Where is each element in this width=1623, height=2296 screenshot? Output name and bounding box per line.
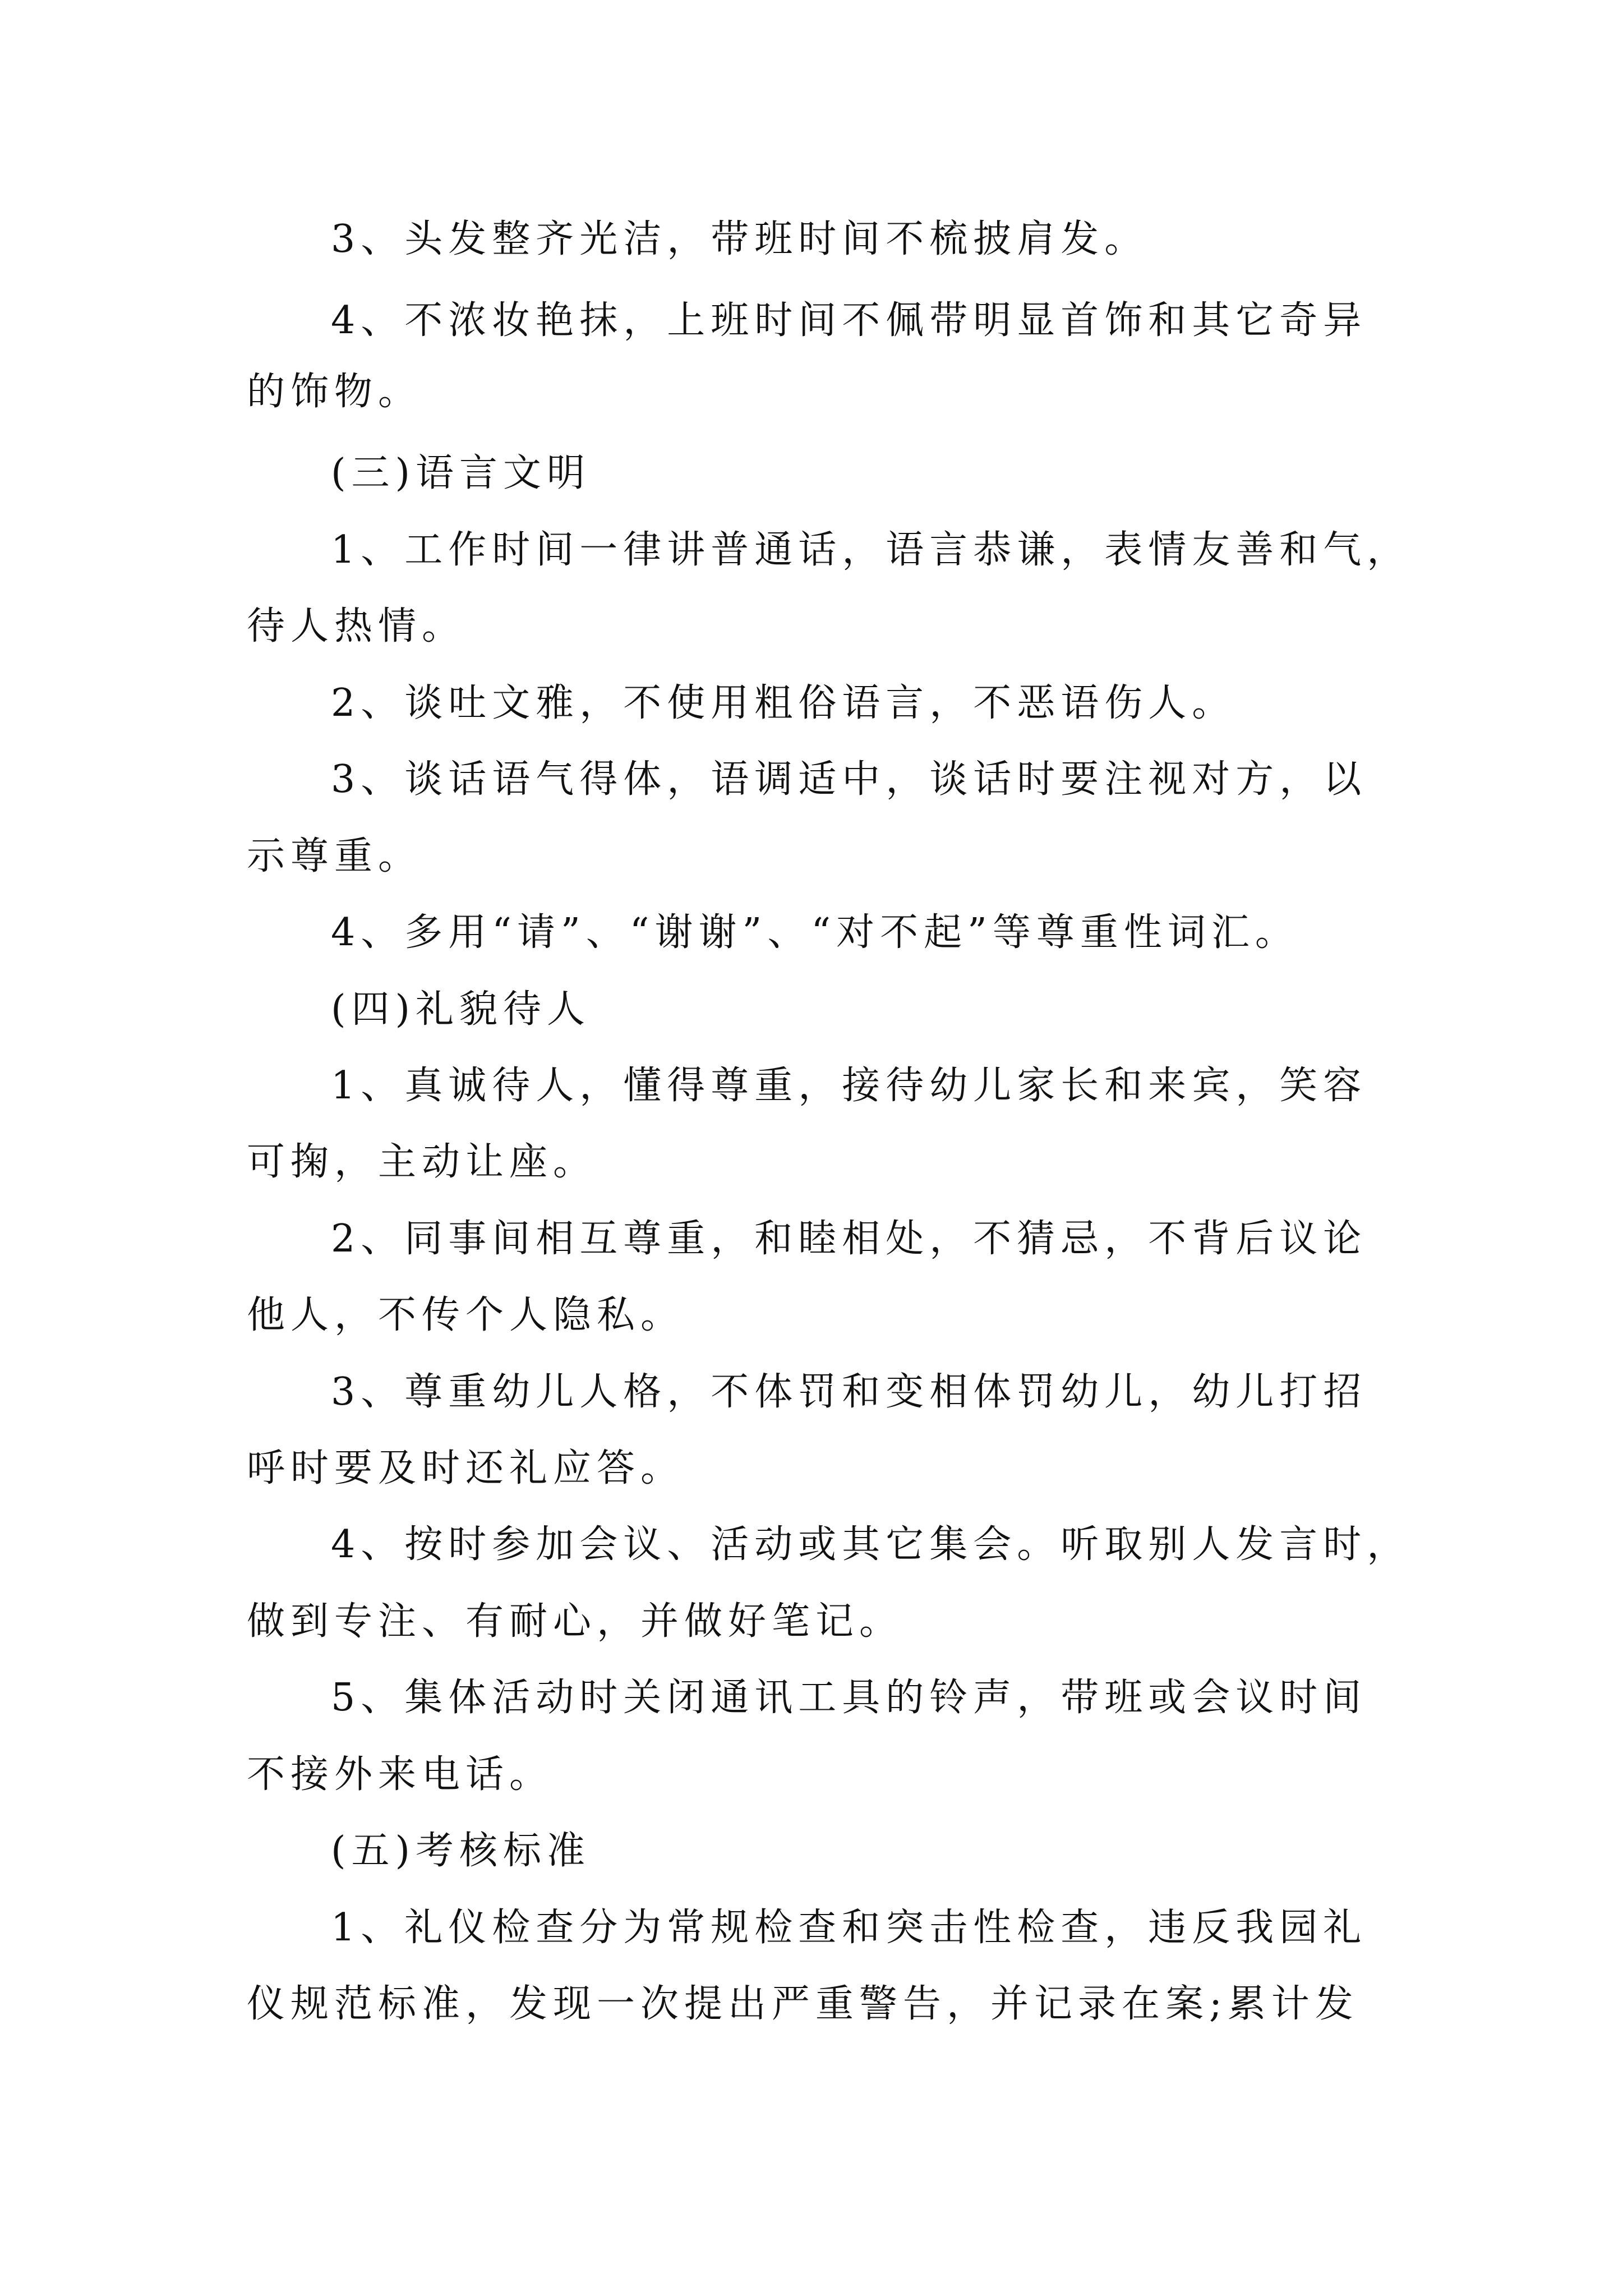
text-line: 5、集体活动时关闭通讯工具的铃声，带班或会议时间 <box>331 1676 1367 1720</box>
text-line: 3、头发整齐光洁，带班时间不梳披肩发。 <box>331 217 1149 261</box>
section-heading: (三)语言文明 <box>331 451 591 495</box>
text-line: 3、尊重幼儿人格，不体罚和变相体罚幼儿，幼儿打招 <box>331 1370 1367 1414</box>
text-line: 不接外来电话。 <box>247 1752 554 1797</box>
text-line: 仪规范标准，发现一次提出严重警告，并记录在案;累计发 <box>247 1982 1359 2026</box>
text-line: 的饰物。 <box>247 370 422 414</box>
text-line: 4、不浓妆艳抹，上班时间不佩带明显首饰和其它奇异 <box>331 298 1367 343</box>
text-line: 呼时要及时还礼应答。 <box>247 1446 685 1490</box>
section-heading: (五)考核标准 <box>331 1829 591 1873</box>
text-line: 2、谈吐文雅，不使用粗俗语言，不恶语伤人。 <box>331 681 1236 725</box>
text-line: 他人，不传个人隐私。 <box>247 1293 685 1337</box>
text-line: 1、礼仪检查分为常规检查和突击性检查，违反我园礼 <box>331 1906 1367 1950</box>
text-line: 1、真诚待人，懂得尊重，接待幼儿家长和来宾，笑容 <box>331 1064 1367 1108</box>
text-line: 做到专注、有耐心，并做好笔记。 <box>247 1599 903 1644</box>
text-line: 4、多用“请”、“谢谢”、“对不起”等尊重性词汇。 <box>331 910 1299 955</box>
text-line: 可掬，主动让座。 <box>247 1140 597 1184</box>
text-line: 4、按时参加会议、活动或其它集会。听取别人发言时， <box>331 1522 1411 1567</box>
text-line: 待人热情。 <box>247 604 466 648</box>
text-line: 1、工作时间一律讲普通话，语言恭谦，表情友善和气， <box>331 528 1411 572</box>
text-line: 3、谈话语气得体，语调适中，谈话时要注视对方，以 <box>331 757 1367 802</box>
section-heading: (四)礼貌待人 <box>331 987 591 1032</box>
text-line: 2、同事间相互尊重，和睦相处，不猜忌，不背后议论 <box>331 1217 1367 1261</box>
text-line: 示尊重。 <box>247 834 422 878</box>
